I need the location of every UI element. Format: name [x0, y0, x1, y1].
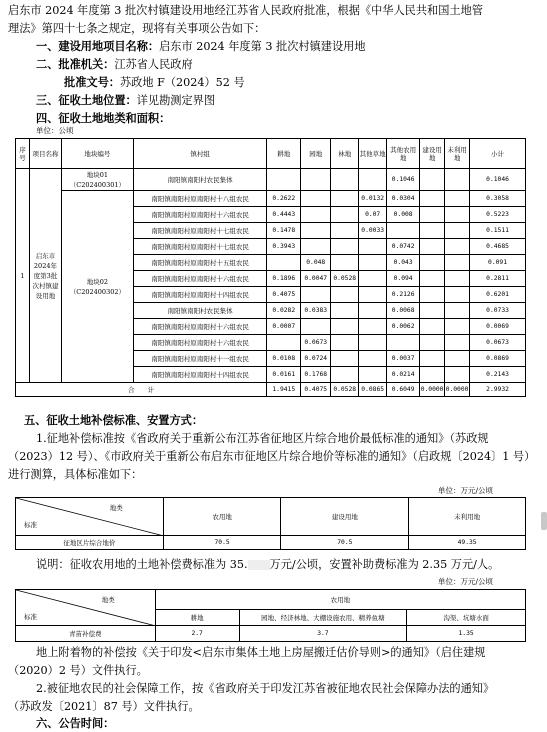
subtotal-cell: 0.0869	[470, 351, 526, 367]
section5b-p2-line1: 2.被征地农民的社会保障工作，按《省政府关于印发江苏省被征地农民社会保障办法的通知》	[36, 682, 495, 695]
seq-cell: 1	[16, 169, 30, 383]
area-cell	[267, 335, 301, 351]
crop-value-0: 2.7	[155, 626, 239, 642]
area-cell	[359, 239, 387, 255]
area-cell: 0.0673	[301, 335, 331, 351]
price-col-2: 未利用地	[409, 498, 526, 536]
note-line	[36, 556, 499, 573]
area-cell	[445, 223, 470, 239]
section4-heading: 四、征收土地地类和面积：	[36, 111, 171, 125]
area-cell	[420, 255, 445, 271]
sum-cell: 0.0528	[331, 383, 359, 397]
subtotal-cell: 0.0733	[470, 303, 526, 319]
land-header-5: 园地	[301, 139, 331, 169]
area-cell	[359, 367, 387, 383]
area-cell	[445, 335, 470, 351]
area-cell	[420, 223, 445, 239]
land-header-1: 项目名称	[29, 139, 61, 169]
area-cell	[420, 169, 445, 191]
land-header-6: 林地	[331, 139, 359, 169]
area-cell	[420, 319, 445, 335]
land-header-8: 其他农用地	[387, 139, 420, 169]
parcel-02-cell: 地块02（C202400302）	[61, 191, 133, 383]
sum-row	[16, 383, 526, 397]
land-table-unit: 单位：公顷	[36, 126, 74, 135]
area-cell	[359, 303, 387, 319]
village-cell: 南阳镇南阳村农民集体	[133, 169, 266, 191]
area-cell: 0.0033	[359, 223, 387, 239]
area-cell	[301, 223, 331, 239]
area-cell	[420, 191, 445, 207]
area-cell	[331, 367, 359, 383]
land-price-table	[15, 497, 526, 550]
crop-col-1: 园地、经济林地、大棚设施农用、精养鱼塘	[239, 610, 407, 626]
subtotal-cell: 0.1511	[470, 223, 526, 239]
area-cell	[445, 351, 470, 367]
village-cell: 南阳镇南阳村原南阳村十六组农民	[133, 319, 266, 335]
village-cell: 南阳镇南阳村原南阳村十四组农民	[133, 287, 266, 303]
crop-value-2: 1.35	[407, 626, 526, 642]
village-cell: 南阳镇南阳村原南阳村十六组农民	[133, 335, 266, 351]
area-cell	[331, 223, 359, 239]
area-cell	[301, 319, 331, 335]
area-cell	[331, 351, 359, 367]
land-area-table	[15, 138, 526, 397]
land-table-header-row	[16, 139, 526, 169]
area-cell	[301, 287, 331, 303]
village-cell: 南阳镇南阳村原南阳村十八组农民	[133, 191, 266, 207]
area-cell	[420, 207, 445, 223]
area-cell: 0.0304	[387, 191, 420, 207]
area-cell	[267, 255, 301, 271]
area-cell	[359, 287, 387, 303]
subtotal-cell: 0.0069	[470, 319, 526, 335]
price-col-0: 农用地	[163, 498, 281, 536]
area-cell	[445, 191, 470, 207]
village-cell: 南阳镇南阳村农民集体	[133, 303, 266, 319]
area-cell	[420, 351, 445, 367]
land-header-3: 镇村组	[133, 139, 266, 169]
sum-total-cell: 2.9932	[470, 383, 526, 397]
area-cell	[445, 255, 470, 271]
area-cell: 0.1768	[301, 367, 331, 383]
section5b-line2: （2020）2 号）文件执行。	[8, 664, 148, 677]
area-cell: 0.0383	[301, 303, 331, 319]
approval-authority-line	[36, 56, 193, 73]
village-cell: 南阳镇南阳村原南阳村十七组农民	[133, 239, 266, 255]
crop-group-header: 农用地	[155, 590, 525, 610]
section5b-line1: 地上附着物的补偿按《关于印发<启东市集体土地上房屋搬迁估价导则>的通知》（启住建规	[36, 646, 486, 659]
area-cell	[445, 271, 470, 287]
approval-authority-label: 二、批准机关：	[36, 57, 115, 71]
area-cell	[359, 351, 387, 367]
crop-table-unit: 单位：万元/公顷	[438, 577, 494, 586]
price-row-label: 征地区片综合地价	[16, 536, 164, 550]
area-cell	[359, 169, 387, 191]
area-cell	[331, 335, 359, 351]
project-name-value: 启东市 2024 年度第 3 批次村镇建设用地	[159, 40, 366, 53]
section5b-p2-line2: （苏政发〔2021〕87 号）文件执行。	[8, 700, 200, 713]
sum-cell: 1.9415	[267, 383, 301, 397]
subtotal-cell: 0.6201	[470, 287, 526, 303]
area-cell: 0.07	[359, 207, 387, 223]
village-cell: 南阳镇南阳村原南阳村十七组农民	[133, 223, 266, 239]
area-cell	[420, 287, 445, 303]
area-cell: 0.1896	[267, 271, 301, 287]
approval-doc-value: 苏政地 F（2024）52 号	[119, 76, 245, 89]
area-cell: 0.3943	[267, 239, 301, 255]
approval-doc-label: 批准文号：	[64, 75, 120, 89]
project-name-line	[36, 38, 366, 55]
area-cell	[301, 207, 331, 223]
scrollbar-handle[interactable]	[541, 512, 547, 530]
project-name-cell: 启东市2024年度第3批次村镇建设用地	[29, 169, 61, 383]
area-cell: 0.4443	[267, 207, 301, 223]
subtotal-cell: 0.1046	[470, 169, 526, 191]
sum-cell: 0.4075	[301, 383, 331, 397]
land-header-9: 建设用地	[420, 139, 445, 169]
location-value: 详见勘测定界图	[136, 94, 216, 107]
price-value-1: 70.5	[281, 536, 409, 550]
area-cell: 0.0132	[359, 191, 387, 207]
section5-p1-line3: 进行测算，具体标准如下：	[8, 468, 143, 481]
sum-cell: 0.0000	[420, 383, 445, 397]
area-cell: 0.0047	[301, 271, 331, 287]
crop-value-1: 3.7	[239, 626, 407, 642]
table-row	[16, 191, 526, 207]
sum-cell: 0.0000	[445, 383, 470, 397]
area-cell	[331, 303, 359, 319]
approval-doc-line	[64, 74, 245, 91]
diagonal-line	[16, 498, 163, 536]
parcel-01-cell: 地块01（C202400301）	[61, 169, 133, 191]
note-middle: 万元/公顷，安置补助费标准为 2.35 万元/人。	[269, 558, 500, 571]
area-cell	[301, 191, 331, 207]
area-cell	[445, 319, 470, 335]
area-cell	[445, 303, 470, 319]
area-cell: 0.0282	[267, 303, 301, 319]
area-cell: 0.0108	[267, 351, 301, 367]
area-cell: 0.008	[387, 207, 420, 223]
area-cell	[331, 207, 359, 223]
area-cell: 0.0214	[387, 367, 420, 383]
subtotal-cell: 0.0673	[470, 335, 526, 351]
crop-col-0: 耕地	[155, 610, 239, 626]
location-line	[36, 92, 215, 109]
subtotal-cell: 0.5223	[470, 207, 526, 223]
area-cell	[331, 255, 359, 271]
area-cell: 0.2126	[387, 287, 420, 303]
section5-p1-line2: （2023）12 号）、《市政府关于重新公布启东市征地区片综合地价等标准的通知》（启政规〔2024〕1 号）	[8, 450, 536, 463]
area-cell	[445, 169, 470, 191]
area-cell: 0.094	[387, 271, 420, 287]
price-col-1: 建设用地	[281, 498, 409, 536]
note-prefix: 说明：征收农用地的土地补偿费标准为 35.	[36, 558, 248, 571]
village-cell: 南阳镇南阳村原南阳村十一组农民	[133, 351, 266, 367]
obscured-value	[248, 560, 270, 570]
area-cell: 0.0068	[387, 303, 420, 319]
village-cell: 南阳镇南阳村原南阳村十四组农民	[133, 367, 266, 383]
area-cell: 0.0007	[267, 319, 301, 335]
crop-compensation-table	[15, 589, 526, 642]
land-header-10: 未利用地	[445, 139, 470, 169]
intro-line-2: 理法》第四十七条之规定，现将有关事项公告如下：	[8, 22, 266, 35]
village-cell: 南阳镇南阳村原南阳村十六组农民	[133, 271, 266, 287]
subtotal-cell: 0.2143	[470, 367, 526, 383]
area-cell	[420, 271, 445, 287]
land-header-0: 序号	[16, 139, 30, 169]
area-cell: 0.0528	[331, 271, 359, 287]
area-cell	[267, 169, 301, 191]
price-corner-top: 地类	[109, 504, 123, 512]
area-cell: 0.0742	[387, 239, 420, 255]
location-label: 三、征收土地位置：	[36, 93, 137, 107]
land-header-11: 小计	[470, 139, 526, 169]
area-cell: 0.048	[301, 255, 331, 271]
price-table-unit: 单位：万元/公顷	[438, 486, 494, 495]
village-cell: 南阳镇南阳村原南阳村十六组农民	[133, 207, 266, 223]
area-cell	[331, 239, 359, 255]
sum-label: 合 计	[16, 383, 267, 397]
area-cell	[420, 303, 445, 319]
area-cell: 0.1046	[387, 169, 420, 191]
area-cell	[387, 335, 420, 351]
area-cell: 0.2622	[267, 191, 301, 207]
land-header-7: 其他草地	[359, 139, 387, 169]
section6-heading: 六、公告时间：	[36, 716, 115, 730]
area-cell	[331, 191, 359, 207]
area-cell: 0.0161	[267, 367, 301, 383]
area-cell	[331, 169, 359, 191]
area-cell	[331, 287, 359, 303]
area-cell	[359, 255, 387, 271]
crop-corner-bottom: 标准	[24, 613, 37, 621]
area-cell	[445, 239, 470, 255]
area-cell: 0.0037	[387, 351, 420, 367]
area-cell	[301, 169, 331, 191]
price-value-2: 49.35	[409, 536, 526, 550]
area-cell	[420, 335, 445, 351]
area-cell: 0.0062	[387, 319, 420, 335]
subtotal-cell: 0.2811	[470, 271, 526, 287]
crop-col-2: 沟渠、坑塘水面	[407, 610, 526, 626]
crop-row-label: 青苗补偿费	[16, 626, 156, 642]
subtotal-cell: 0.4685	[470, 239, 526, 255]
land-header-4: 耕地	[267, 139, 301, 169]
area-cell	[445, 207, 470, 223]
crop-table-corner	[16, 590, 156, 626]
area-cell: 0.043	[387, 255, 420, 271]
area-cell	[420, 239, 445, 255]
section5-heading: 五、征收土地补偿标准、安置方式：	[24, 413, 204, 427]
subtotal-cell: 0.3058	[470, 191, 526, 207]
crop-corner-top: 地类	[101, 596, 115, 604]
area-cell	[331, 319, 359, 335]
sum-cell: 0.6049	[387, 383, 420, 397]
area-cell	[445, 287, 470, 303]
area-cell	[420, 367, 445, 383]
price-table-corner	[16, 498, 164, 536]
area-cell: 0.4075	[267, 287, 301, 303]
intro-line-1: 启东市 2024 年度第 3 批次村镇建设用地经江苏省人民政府批准，根据《中华人民共和国土地管	[8, 4, 483, 17]
area-cell	[359, 271, 387, 287]
village-cell: 南阳镇南阳村原南阳村十五组农民	[133, 255, 266, 271]
approval-authority-value: 江苏省人民政府	[114, 58, 193, 71]
area-cell	[301, 239, 331, 255]
price-value-0: 70.5	[163, 536, 281, 550]
area-cell	[445, 367, 470, 383]
section5-p1-line1: 1.征地补偿标准按《省政府关于重新公布江苏省征地区片综合地价最低标准的通知》（苏政规	[36, 432, 489, 445]
area-cell	[387, 223, 420, 239]
area-cell: 0.1478	[267, 223, 301, 239]
area-cell: 0.0724	[301, 351, 331, 367]
price-corner-bottom: 标准	[24, 521, 37, 529]
area-cell	[359, 335, 387, 351]
area-cell	[359, 319, 387, 335]
sum-cell: 0.0865	[359, 383, 387, 397]
table-row	[16, 169, 526, 191]
land-header-2: 地块编号	[61, 139, 133, 169]
project-name-label: 一、建设用地项目名称：	[36, 39, 160, 53]
subtotal-cell: 0.091	[470, 255, 526, 271]
